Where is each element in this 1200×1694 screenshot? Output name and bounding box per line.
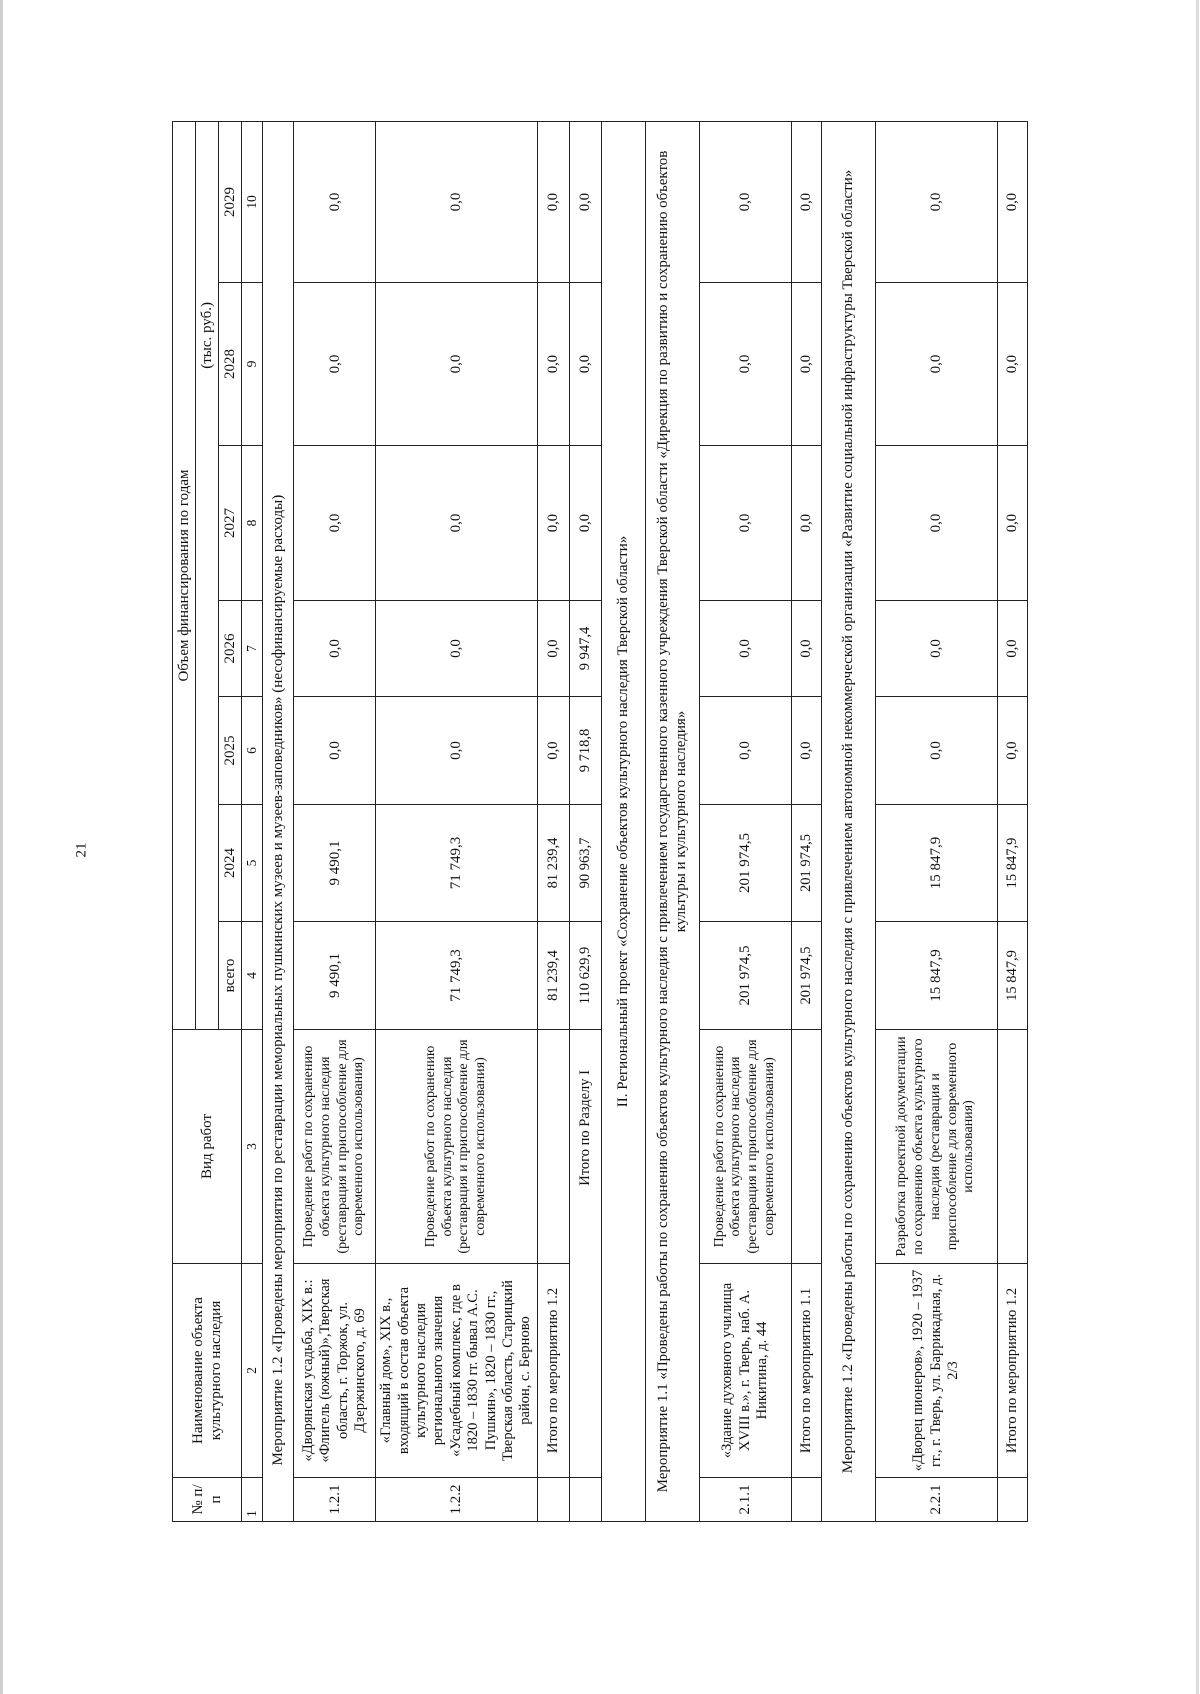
subtotal-2027: 0,0 (791, 446, 821, 601)
header-year: 2025 (219, 697, 242, 805)
value-2025: 0,0 (294, 697, 376, 805)
value-total: 15 847,9 (875, 922, 997, 1030)
header-object-name: Наименование объекта культурного наследия (173, 1264, 242, 1478)
value-2027: 0,0 (699, 446, 791, 601)
object-name: «Здание духовного училища XVIII в.», г. Тверь, наб. А. Никитина, д. 44 (699, 1264, 791, 1478)
work-type: Разработка проектной документации по сохранению объекта культурного наследия (реставрация и приспособление для современного использования) (875, 1030, 997, 1264)
value-2027: 0,0 (294, 446, 376, 601)
section-title: Мероприятие 1.2 «Проведены работы по сохранению объектов культурного наследия с привлечением автономной некоммерческой организации «Развитие социальной инфраструктуры Тверской области» (821, 122, 875, 1522)
value-2026: 0,0 (294, 601, 376, 697)
subtotal-row (537, 122, 569, 1522)
value-2026: 0,0 (875, 601, 997, 697)
value-2029: 0,0 (699, 122, 791, 283)
header-year: 2027 (219, 446, 242, 601)
value-2027: 0,0 (376, 446, 538, 601)
header-row-1 (173, 122, 196, 1522)
scan-edge-left (0, 0, 3, 1694)
section-total-label: Итого по Разделу I (569, 1030, 601, 1478)
value-2024: 201 974,5 (699, 805, 791, 922)
section-title: II. Региональный проект «Сохранение объектов культурного наследия Тверской области» (601, 122, 645, 1522)
section-total-2029: 0,0 (569, 122, 601, 283)
funding-table (172, 121, 1028, 1522)
row-number: 1.2.2 (376, 1478, 538, 1522)
row-number: 2.1.1 (699, 1478, 791, 1522)
index-cell: 10 (242, 122, 263, 283)
section-title-row (601, 122, 645, 1522)
subtotal-2027: 0,0 (997, 446, 1027, 601)
subtotal-label: Итого по мероприятию 1.1 (791, 1264, 821, 1478)
index-cell: 9 (242, 283, 263, 446)
object-name: «Дворец пионеров», 1920 – 1937 гг., г. Тверь, ул. Баррикадная, д. 2/3 (875, 1264, 997, 1478)
subtotal-2024: 81 239,4 (537, 805, 569, 922)
rotated-table-wrapper (172, 122, 1072, 1522)
value-2027: 0,0 (875, 446, 997, 601)
row-number: 1.2.1 (294, 1478, 376, 1522)
subtotal-2027: 0,0 (537, 446, 569, 601)
empty-cell (791, 1478, 821, 1522)
page-number: 21 (73, 842, 90, 858)
subtotal-total: 81 239,4 (537, 922, 569, 1030)
subtotal-2029: 0,0 (537, 122, 569, 283)
subtotal-2028: 0,0 (537, 283, 569, 446)
value-2029: 0,0 (875, 122, 997, 283)
scan-edge-right (1196, 0, 1199, 1694)
subtotal-2026: 0,0 (537, 601, 569, 697)
subtotal-2028: 0,0 (791, 283, 821, 446)
value-2025: 0,0 (875, 697, 997, 805)
value-2028: 0,0 (875, 283, 997, 446)
header-year: 2029 (219, 122, 242, 283)
subtotal-total: 201 974,5 (791, 922, 821, 1030)
index-cell: 5 (242, 805, 263, 922)
section-total-total: 110 629,9 (569, 922, 601, 1030)
subtotal-2025: 0,0 (791, 697, 821, 805)
section-title-row (263, 122, 294, 1522)
section-title-row (645, 122, 699, 1522)
subtotal-2026: 0,0 (791, 601, 821, 697)
value-total: 9 490,1 (294, 922, 376, 1030)
empty-cell (569, 1478, 601, 1522)
value-total: 201 974,5 (699, 922, 791, 1030)
value-2028: 0,0 (699, 283, 791, 446)
object-name: «Дворянская усадьба, XIX в.: «Флигель (южный)»,Тверская область, г. Торжок, ул. Дзержинского, д. 69 (294, 1264, 376, 1478)
header-year: 2024 (219, 805, 242, 922)
header-year: 2028 (219, 283, 242, 446)
value-2024: 15 847,9 (875, 805, 997, 922)
empty-cell (997, 1478, 1027, 1522)
subtotal-row (997, 122, 1027, 1522)
header-funding: Объем финансирования по годам (173, 122, 196, 1030)
header-units: (тыс. руб.) (196, 122, 219, 1030)
value-2028: 0,0 (376, 283, 538, 446)
section-title-row (821, 122, 875, 1522)
value-2029: 0,0 (376, 122, 538, 283)
index-cell: 7 (242, 601, 263, 697)
value-2029: 0,0 (294, 122, 376, 283)
subtotal-2028: 0,0 (997, 283, 1027, 446)
section-title: Мероприятие 1.2 «Проведены мероприятия по реставрации мемориальных пушкинских музеев и музеев-заповедников» (несофинансируемые расходы) (263, 122, 294, 1478)
section-total-2028: 0,0 (569, 283, 601, 446)
header-index-row (242, 122, 263, 1522)
empty-cell (791, 1030, 821, 1264)
work-type: Проведение работ по сохранению объекта культурного наследия (реставрация и приспособление для современного использования) (376, 1030, 538, 1264)
subtotal-2029: 0,0 (791, 122, 821, 283)
subtotal-2025: 0,0 (537, 697, 569, 805)
subtotal-2029: 0,0 (997, 122, 1027, 283)
work-type: Проведение работ по сохранению объекта культурного наследия (реставрация и приспособление для современного использования) (699, 1030, 791, 1264)
index-cell: 1 (242, 1478, 263, 1522)
index-cell: 8 (242, 446, 263, 601)
subtotal-2024: 201 974,5 (791, 805, 821, 922)
header-work-type: Вид работ (173, 1030, 242, 1264)
section-total-2026: 9 947,4 (569, 601, 601, 697)
subtotal-total: 15 847,9 (997, 922, 1027, 1030)
value-2028: 0,0 (294, 283, 376, 446)
table-row (699, 122, 791, 1522)
table-row (875, 122, 997, 1522)
section-total-2027: 0,0 (569, 446, 601, 601)
work-type: Проведение работ по сохранению объекта культурного наследия (реставрация и приспособление для современного использования) (294, 1030, 376, 1264)
header-total: всего (219, 922, 242, 1030)
empty-cell (263, 1478, 294, 1522)
empty-cell (537, 1030, 569, 1264)
section-total-2024: 90 963,7 (569, 805, 601, 922)
table-row (294, 122, 376, 1522)
empty-cell (537, 1478, 569, 1522)
subtotal-row (791, 122, 821, 1522)
value-total: 71 749,3 (376, 922, 538, 1030)
table-row (376, 122, 538, 1522)
index-cell: 3 (242, 1030, 263, 1264)
value-2025: 0,0 (699, 697, 791, 805)
index-cell: 6 (242, 697, 263, 805)
section-title: Мероприятие 1.1 «Проведены работы по сохранению объектов культурного наследия с привлечением государственного казенного учреждения Тверской области «Дирекция по развитию и сохранению объектов культуры и культурного наследия» (645, 122, 699, 1522)
value-2024: 71 749,3 (376, 805, 538, 922)
value-2024: 9 490,1 (294, 805, 376, 922)
subtotal-label: Итого по мероприятию 1.2 (997, 1264, 1027, 1478)
section-total-row (569, 122, 601, 1522)
subtotal-2024: 15 847,9 (997, 805, 1027, 922)
value-2026: 0,0 (376, 601, 538, 697)
object-name: «Главный дом», XIX в., входящий в состав объекта культурного наследия регионального значения «Усадебный комплекс, где в 1820 – 1830 гг. бывал А.С. Пушкин», 1820 – 1830 гг., Тверская область, Старицкий район, с. Берново (376, 1264, 538, 1478)
subtotal-2025: 0,0 (997, 697, 1027, 805)
value-2026: 0,0 (699, 601, 791, 697)
section-total-2025: 9 718,8 (569, 697, 601, 805)
empty-cell (997, 1030, 1027, 1264)
header-year: 2026 (219, 601, 242, 697)
subtotal-2026: 0,0 (997, 601, 1027, 697)
subtotal-label: Итого по мероприятию 1.2 (537, 1264, 569, 1478)
value-2025: 0,0 (376, 697, 538, 805)
header-num: № п/п (173, 1478, 242, 1522)
index-cell: 2 (242, 1264, 263, 1478)
index-cell: 4 (242, 922, 263, 1030)
row-number: 2.2.1 (875, 1478, 997, 1522)
